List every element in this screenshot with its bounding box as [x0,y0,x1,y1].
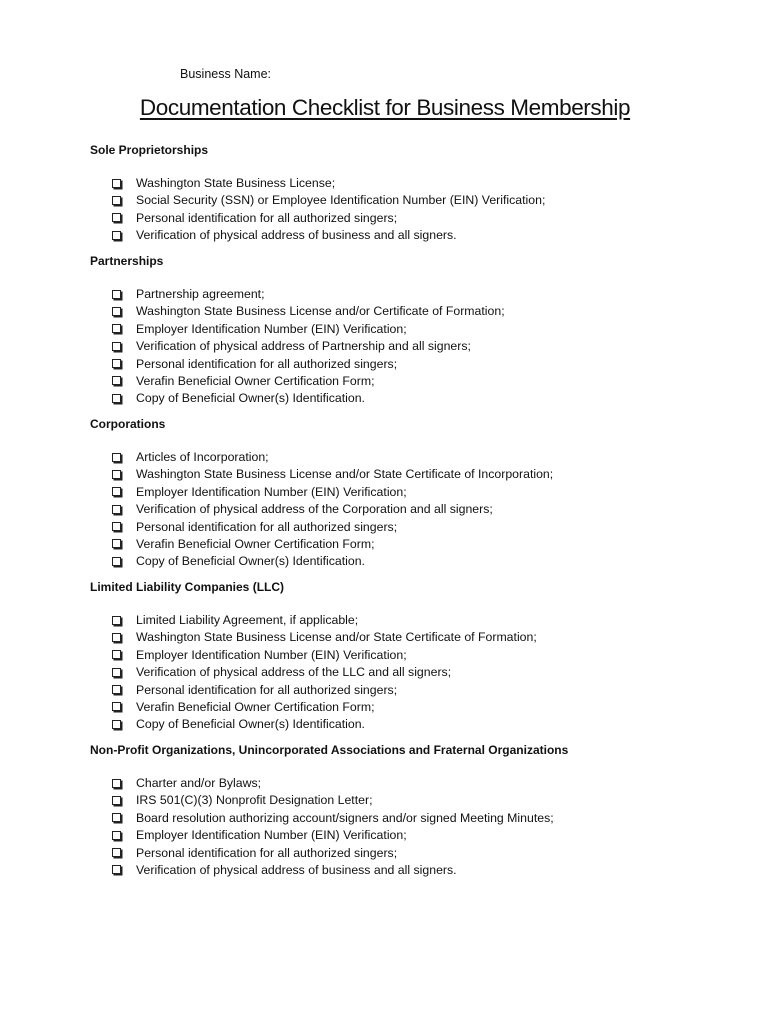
checkbox[interactable] [112,505,121,514]
checklist-item-label: Employer Identification Number (EIN) Verification; [136,484,407,499]
checklist-item-label: IRS 501(C)(3) Nonprofit Designation Letter; [136,793,373,808]
checklist-item-label: Copy of Beneficial Owner(s) Identification. [136,717,365,732]
checklist-item-label: Charter and/or Bylaws; [136,776,262,790]
checklist-item [90,501,730,518]
checklist [90,286,730,408]
section-partnerships [90,253,730,408]
section-llc [90,579,730,734]
checkbox[interactable] [112,522,121,531]
checklist-item [90,792,730,809]
checkbox[interactable] [112,196,121,205]
section-heading: Non-Profit Organizations, Unincorporated Associations and Fraternal Organizations [90,743,569,757]
checkbox[interactable] [112,539,121,548]
checklist-item [90,862,730,879]
checklist-item [90,629,730,646]
checklist-item [90,466,730,483]
checklist-item-label: Personal identification for all authorized singers; [136,682,398,697]
section-corporations [90,416,730,571]
checklist-item [90,373,730,390]
checkbox[interactable] [112,179,121,188]
checklist-item [90,845,730,862]
checklist-item-label: Articles of Incorporation; [136,450,269,464]
checklist-item [90,699,730,716]
checklist-item [90,321,730,338]
page-title: Documentation Checklist for Business Membership [139,95,631,120]
checklist-item-label: Personal identification for all authorized singers; [136,845,398,860]
checklist-item [90,192,730,209]
checkbox[interactable] [112,487,121,496]
checklist-item-label: Verification of physical address of the Corporation and all signers; [136,502,493,517]
section-heading: Limited Liability Companies (LLC) [90,580,285,594]
checkbox[interactable] [112,796,121,805]
checklist-item [90,827,730,844]
checklist-item-label: Verification of physical address of Partnership and all signers; [136,339,471,354]
checkbox[interactable] [112,324,121,333]
checkbox[interactable] [112,453,121,462]
checklist-item-label: Partnership agreement; [136,287,265,301]
checklist-item-label: Verification of physical address of business and all signers. [136,862,457,877]
checkbox[interactable] [112,213,121,222]
checklist-item-label: Copy of Beneficial Owner(s) Identification. [136,554,365,569]
checklist-item [90,390,730,407]
checkbox[interactable] [112,685,121,694]
checkbox[interactable] [112,231,121,240]
checklist-item-label: Personal identification for all authorized singers; [136,519,398,534]
checkbox[interactable] [112,394,121,403]
checkbox[interactable] [112,650,121,659]
checkbox[interactable] [112,376,121,385]
checklist-item [90,356,730,373]
checkbox[interactable] [112,616,121,625]
checkbox[interactable] [112,720,121,729]
checkbox[interactable] [112,342,121,351]
checklist-item-label: Copy of Beneficial Owner(s) Identification. [136,391,365,406]
checklist-item [90,227,730,244]
checkbox[interactable] [112,290,121,299]
checklist [90,775,730,879]
checklist-item-label: Verafin Beneficial Owner Certification Form; [136,373,375,388]
checklist [90,175,730,245]
checklist-item-label: Employer Identification Number (EIN) Verification; [136,321,407,336]
checklist-item [90,775,730,792]
checklist-item [90,338,730,355]
checklist-item-label: Verafin Beneficial Owner Certification Form; [136,699,375,714]
checklist-item-label: Limited Liability Agreement, if applicable; [136,613,359,627]
checkbox[interactable] [112,633,121,642]
checkbox[interactable] [112,702,121,711]
checklist-item [90,210,730,227]
checklist-item [90,449,730,466]
checklist-item-label: Employer Identification Number (EIN) Verification; [136,828,407,843]
checklist-item [90,612,730,629]
checklist-item [90,716,730,733]
checklist-item [90,484,730,501]
checklist-item-label: Verafin Beneficial Owner Certification Form; [136,536,375,551]
checkbox[interactable] [112,470,121,479]
checklist-item-label: Board resolution authorizing account/signers and/or signed Meeting Minutes; [136,810,554,825]
section-heading: Partnerships [90,254,164,268]
checklist-item [90,286,730,303]
checklist-item [90,664,730,681]
checkbox[interactable] [112,359,121,368]
checklist-item [90,175,730,192]
checklist-item-label: Personal identification for all authorized singers; [136,356,398,371]
checkbox[interactable] [112,307,121,316]
section-heading: Sole Proprietorships [90,143,209,157]
checklist-item-label: Employer Identification Number (EIN) Verification; [136,647,407,662]
checkbox[interactable] [112,831,121,840]
checklist-item [90,553,730,570]
checkbox[interactable] [112,848,121,857]
checklist-item-label: Social Security (SSN) or Employee Identification Number (EIN) Verification; [136,193,546,208]
checklist-item [90,303,730,320]
checkbox[interactable] [112,557,121,566]
checklist-item-label: Washington State Business License; [136,176,336,190]
checklist-item [90,519,730,536]
checklist [90,612,730,734]
checklist-item [90,810,730,827]
checkbox[interactable] [112,668,121,677]
checkbox[interactable] [112,779,121,788]
checklist-item-label: Personal identification for all authorized singers; [136,210,398,225]
section-non-profit [90,742,730,879]
checkbox[interactable] [112,865,121,874]
checklist-item-label: Verification of physical address of the LLC and all signers; [136,665,452,680]
checklist-item [90,536,730,553]
section-sole-proprietorships [90,142,730,245]
checklist-item-label: Verification of physical address of business and all signers. [136,228,457,243]
business-name-label: Business Name: [180,67,272,81]
checkbox[interactable] [112,813,121,822]
checklist-item-label: Washington State Business License and/or Certificate of Formation; [136,304,505,319]
checklist-item-label: Washington State Business License and/or State Certificate of Incorporation; [136,467,554,482]
checklist-item [90,647,730,664]
checklist [90,449,730,571]
section-heading: Corporations [90,417,166,431]
checklist-item [90,682,730,699]
checklist-item-label: Washington State Business License and/or State Certificate of Formation; [136,630,537,645]
